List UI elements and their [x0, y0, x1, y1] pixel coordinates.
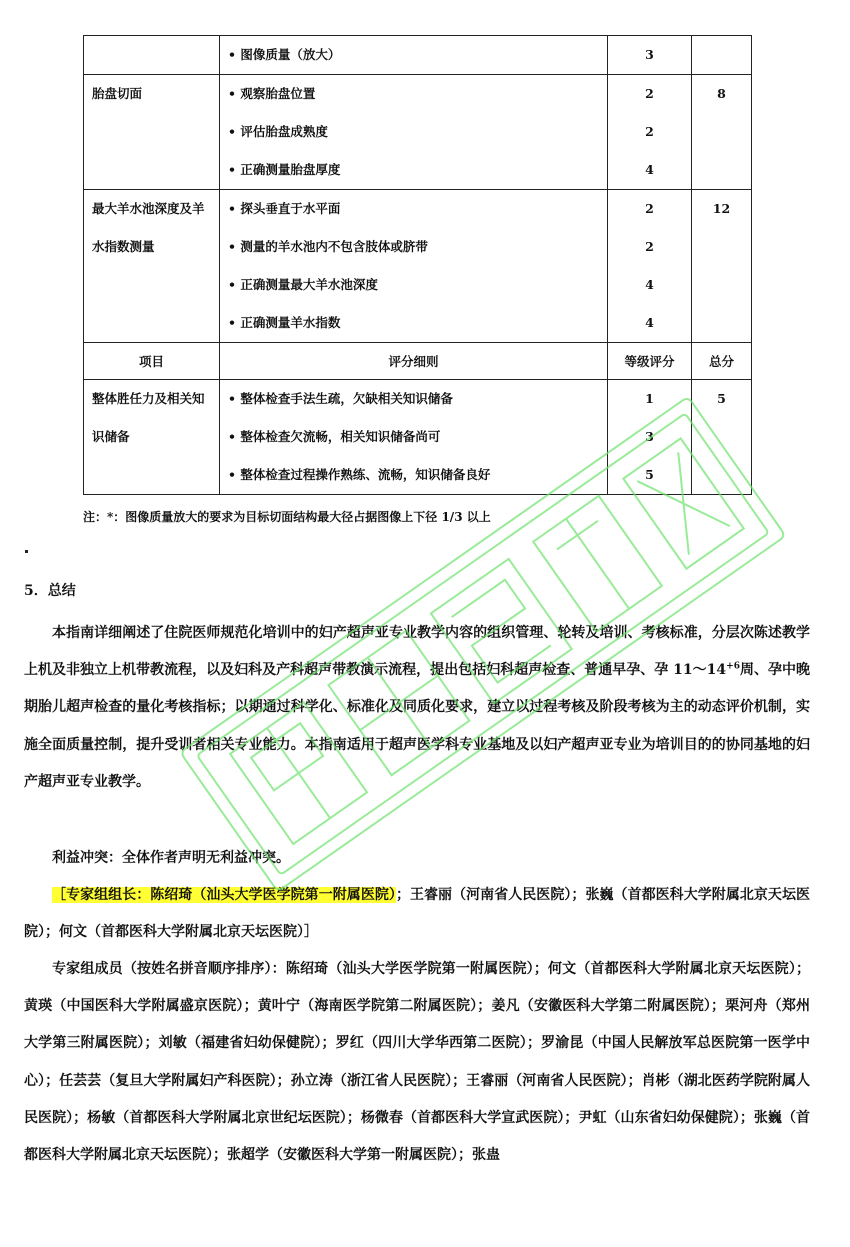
- score-value: 4: [645, 315, 654, 330]
- category-cell: 整体胜任力及相关知识储备: [84, 380, 220, 495]
- rule-item: • 整体检查过程操作熟练、流畅，知识储备良好: [228, 467, 491, 482]
- score-value: 2: [645, 86, 654, 101]
- table-row: [84, 36, 752, 75]
- conflict-statement: 利益冲突：全体作者声明无利益冲突。: [52, 850, 290, 866]
- rule-item: • 图像质量（放大）: [228, 47, 341, 62]
- rules-cell: [220, 190, 608, 343]
- rule-item: • 正确测量胎盘厚度: [228, 162, 341, 177]
- score-value: 3: [645, 429, 654, 444]
- score-value: 3: [645, 47, 654, 62]
- summary-paragraph: 本指南详细阐述了住院医师规范化培训中的妇产超声亚专业教学内容的组织管理、轮转及培训、考核标准，分层次陈述教学上机及非独立上机带教流程，以及妇科及产科超声带教演示流程，提出包括妇科超声检查、普通早孕、孕 $11\sim 14^{+6}$周、孕中晚期胎儿超声检查的量化考核指标；以期通过科学化、标准化及同质化要求，建立以过程考核及阶段考核为主的动态评价机制，实施全面质量控制，提升受训者相关专业能力。本指南适用于超声医学科专业基地及以妇产超声亚专业为培训目的的协同基地的妇产超声亚专业教学。: [24, 625, 811, 790]
- rule-item: • 整体检查手法生疏，欠缺相关知识储备: [228, 391, 453, 406]
- rules-cell: [220, 36, 608, 75]
- score-value: 1: [645, 391, 654, 406]
- score-value: 2: [645, 124, 654, 139]
- total-cell: [692, 36, 752, 75]
- score-value: 2: [645, 201, 654, 216]
- expert-group-members: 专家组成员（按姓名拼音顺序排序）：陈绍琦（汕头大学医学院第一附属医院）；何文（首都医科大学附属北京天坛医院）；黄瑛（中国医科大学附属盛京医院）；黄叶宁（海南医学院第二附属医院）；姜凡（安徽医科大学第二附属医院）；栗河舟（郑州大学第三附属医院）；刘敏（福建省妇幼保健院）；罗红（四川大学华西第二医院）；罗渝昆（中国人民解放军总医院第一医学中心）；任芸芸（复旦大学附属妇产科医院）；孙立涛（浙江省人民医院）；王睿丽（河南省人民医院）；肖彬（湖北医药学院附属人民医院）；杨敏（首都医科大学附属北京世纪坛医院）；杨微春（首都医科大学宣武医院）；尹虹（山东省妇幼保健院）；张巍（首都医科大学附属北京天坛医院）；张超学（安徽医科大学第一附属医院）；张蛊: [24, 961, 810, 1164]
- header-total: 总分: [692, 343, 752, 380]
- rule-item: • 评估胎盘成熟度: [228, 124, 328, 139]
- score-value: 4: [645, 277, 654, 292]
- level-cell: [608, 75, 692, 190]
- rules-cell: [220, 75, 608, 190]
- score-value: 5: [645, 467, 654, 482]
- table-row: [84, 380, 752, 495]
- expert-group-leaders: ［专家组组长：陈绍琦（汕头大学医学院第一附属医院）；王睿丽（河南省人民医院）；张巍（首都医科大学附属北京天坛医院）；何文（首都医科大学附属北京天坛医院）］: [24, 887, 811, 941]
- total-cell: 8: [692, 75, 752, 190]
- category-cell: [84, 36, 220, 75]
- rule-item: • 整体检查欠流畅，相关知识储备尚可: [228, 429, 441, 444]
- total-cell: 5: [692, 380, 752, 495]
- header-rules: 评分细则: [220, 343, 608, 380]
- bullet-mark: [25, 550, 28, 553]
- total-cell: 12: [692, 190, 752, 343]
- section-title: 5．总结: [24, 583, 76, 599]
- rule-item: • 正确测量羊水指数: [228, 315, 341, 330]
- rule-item: • 正确测量最大羊水池深度: [228, 277, 378, 292]
- header-item: 项目: [84, 343, 220, 380]
- rules-cell: [220, 380, 608, 495]
- header-level: 等级评分: [608, 343, 692, 380]
- table-row: [84, 190, 752, 343]
- superscript: +6: [726, 661, 740, 672]
- rule-item: • 观察胎盘位置: [228, 86, 316, 101]
- table-note: 注：*：图像质量放大的要求为目标切面结构最大径占据图像上下径 1/3 以上: [83, 510, 491, 524]
- score-table: [83, 35, 752, 495]
- rule-item: • 探头垂直于水平面: [228, 201, 341, 216]
- level-cell: [608, 380, 692, 495]
- category-cell: 胎盘切面: [84, 75, 220, 190]
- highlighted-text: ［专家组组长：陈绍琦（汕头大学医学院第一附属医院）: [52, 887, 396, 903]
- rule-item: • 测量的羊水池内不包含肢体或脐带: [228, 239, 428, 254]
- score-value: 4: [645, 162, 654, 177]
- level-cell: [608, 190, 692, 343]
- level-cell: [608, 36, 692, 75]
- table-header-row: [84, 343, 752, 380]
- score-value: 2: [645, 239, 654, 254]
- category-cell: 最大羊水池深度及羊水指数测量: [84, 190, 220, 343]
- table-row: [84, 75, 752, 190]
